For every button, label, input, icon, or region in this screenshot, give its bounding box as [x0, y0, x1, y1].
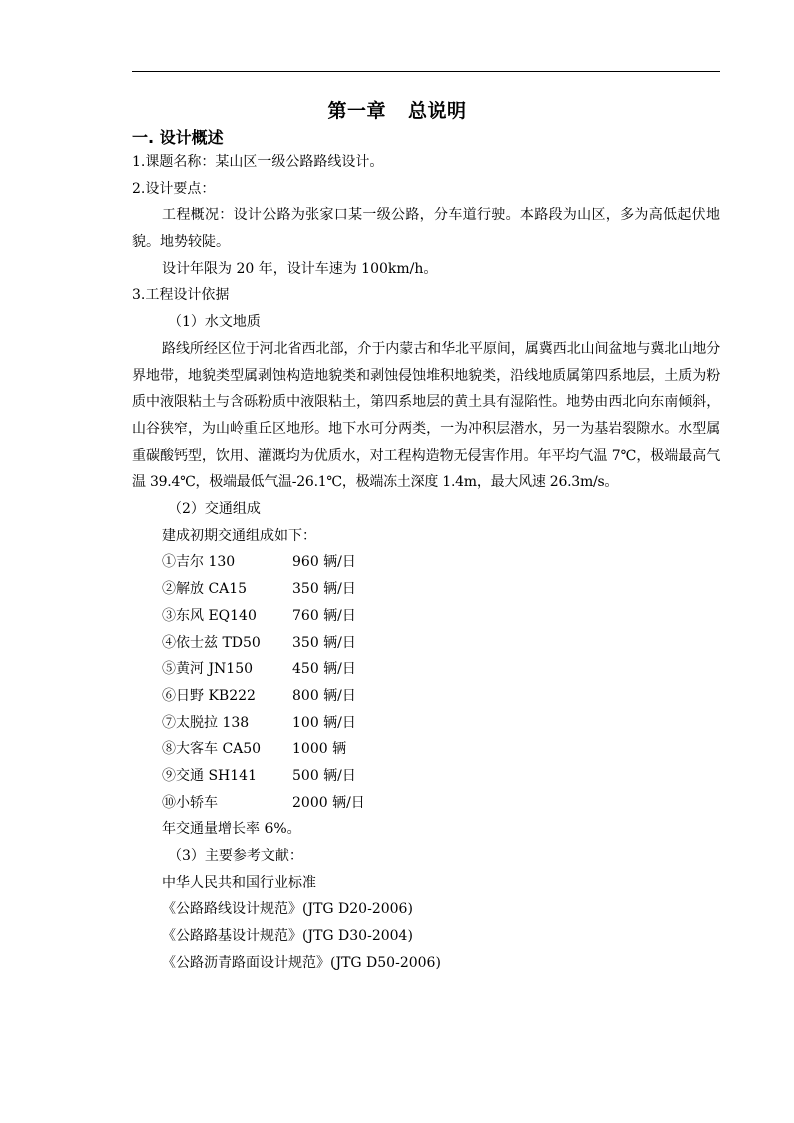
vehicle-name: ⑥日野 KB222 [162, 687, 256, 704]
subheading-hydrogeology: （1）水文地质 [168, 314, 261, 331]
hydrogeology-paragraph: 路线所经区位于河北省西北部，介于内蒙古和华北平原间，属冀西北山间盆地与冀北山地分界地带，地貌类型属剥蚀构造地貌类和剥蚀侵蚀堆积地貌类，沿线地质属第四系地层，土质为粉质中液限粘土与含砾粉质中液限粘土，第四系地层的黄土具有湿陷性。地势由西北向东南倾斜，山谷狭窄，为山岭重丘区地形。地下水可分两类，一为冲积层潜水，另一为基岩裂隙水。水型属重碳酸钙型，饮用、灌溉均为优质水，对工程构造物无侵害作用。年平均气温 7℃，极端最高气温 39.4℃，极端最低气温-26.1℃，极端冻土深度 1.4m，最大风速 26.3m/s。 [132, 340, 720, 491]
item-project-name: 1.课题名称：某山区一级公路路线设计。 [132, 154, 384, 170]
vehicle-volume: 800 辆/日 [292, 687, 356, 704]
traffic-row [132, 656, 720, 683]
section-heading-design-overview: 一. 设计概述 [132, 128, 224, 147]
traffic-list [132, 549, 720, 816]
growth-rate-line: 年交通量增长率 6%。 [162, 821, 301, 838]
traffic-intro: 建成初期交通组成如下： [162, 527, 316, 544]
vehicle-name: ⑧大客车 CA50 [162, 741, 262, 758]
design-years-line: 设计年限为 20 年，设计车速为 100km/h。 [162, 260, 438, 277]
reference-item: 《公路路线设计规范》(JTG D20-2006) [162, 901, 413, 918]
chapter-name: 总说明 [408, 100, 467, 122]
vehicle-name: ⑤黄河 JN150 [162, 661, 254, 678]
vehicle-name: ⑩小轿车 [162, 794, 218, 811]
traffic-row [132, 790, 720, 817]
vehicle-volume: 960 辆/日 [292, 554, 356, 571]
vehicle-volume: 500 辆/日 [292, 767, 356, 784]
traffic-row [132, 603, 720, 630]
vehicle-volume: 760 辆/日 [292, 607, 356, 624]
vehicle-name: ②解放 CA15 [162, 581, 248, 598]
vehicle-volume: 350 辆/日 [292, 581, 356, 598]
header-rule [132, 71, 720, 72]
subheading-references: （3）主要参考文献： [168, 848, 303, 864]
vehicle-name: ⑦太脱拉 138 [162, 714, 250, 731]
vehicle-name: ⑨交通 SH141 [162, 767, 257, 784]
vehicle-name: ③东风 EQ140 [162, 607, 257, 624]
vehicle-volume: 100 辆/日 [292, 714, 356, 731]
traffic-row [132, 576, 720, 603]
document-body [132, 149, 720, 976]
subheading-traffic: （2）交通组成 [168, 501, 261, 518]
traffic-row [132, 630, 720, 657]
traffic-row [132, 763, 720, 790]
item-design-basis: 3.工程设计依据 [132, 287, 230, 304]
vehicle-name: ④依士兹 TD50 [162, 634, 261, 651]
traffic-row [132, 710, 720, 737]
overview-paragraph: 工程概况：设计公路为张家口某一级公路，分车道行驶。本路段为山区，多为高低起伏地貌。地势较陡。 [132, 207, 720, 251]
chapter-number: 第一章 [327, 100, 386, 122]
vehicle-volume: 2000 辆/日 [292, 794, 365, 811]
vehicle-volume: 350 辆/日 [292, 634, 356, 651]
vehicle-name: ①吉尔 130 [162, 554, 236, 571]
traffic-row [132, 736, 720, 763]
traffic-row [132, 549, 720, 576]
reference-item: 《公路路基设计规范》(JTG D30-2004) [162, 928, 413, 945]
traffic-row [132, 683, 720, 710]
chapter-title [0, 96, 794, 123]
reference-item: 中华人民共和国行业标准 [162, 874, 316, 891]
item-design-points: 2.设计要点： [132, 180, 216, 197]
reference-item: 《公路沥青路面设计规范》(JTG D50-2006) [162, 954, 441, 971]
vehicle-volume: 1000 辆 [292, 741, 347, 758]
vehicle-volume: 450 辆/日 [292, 661, 356, 678]
